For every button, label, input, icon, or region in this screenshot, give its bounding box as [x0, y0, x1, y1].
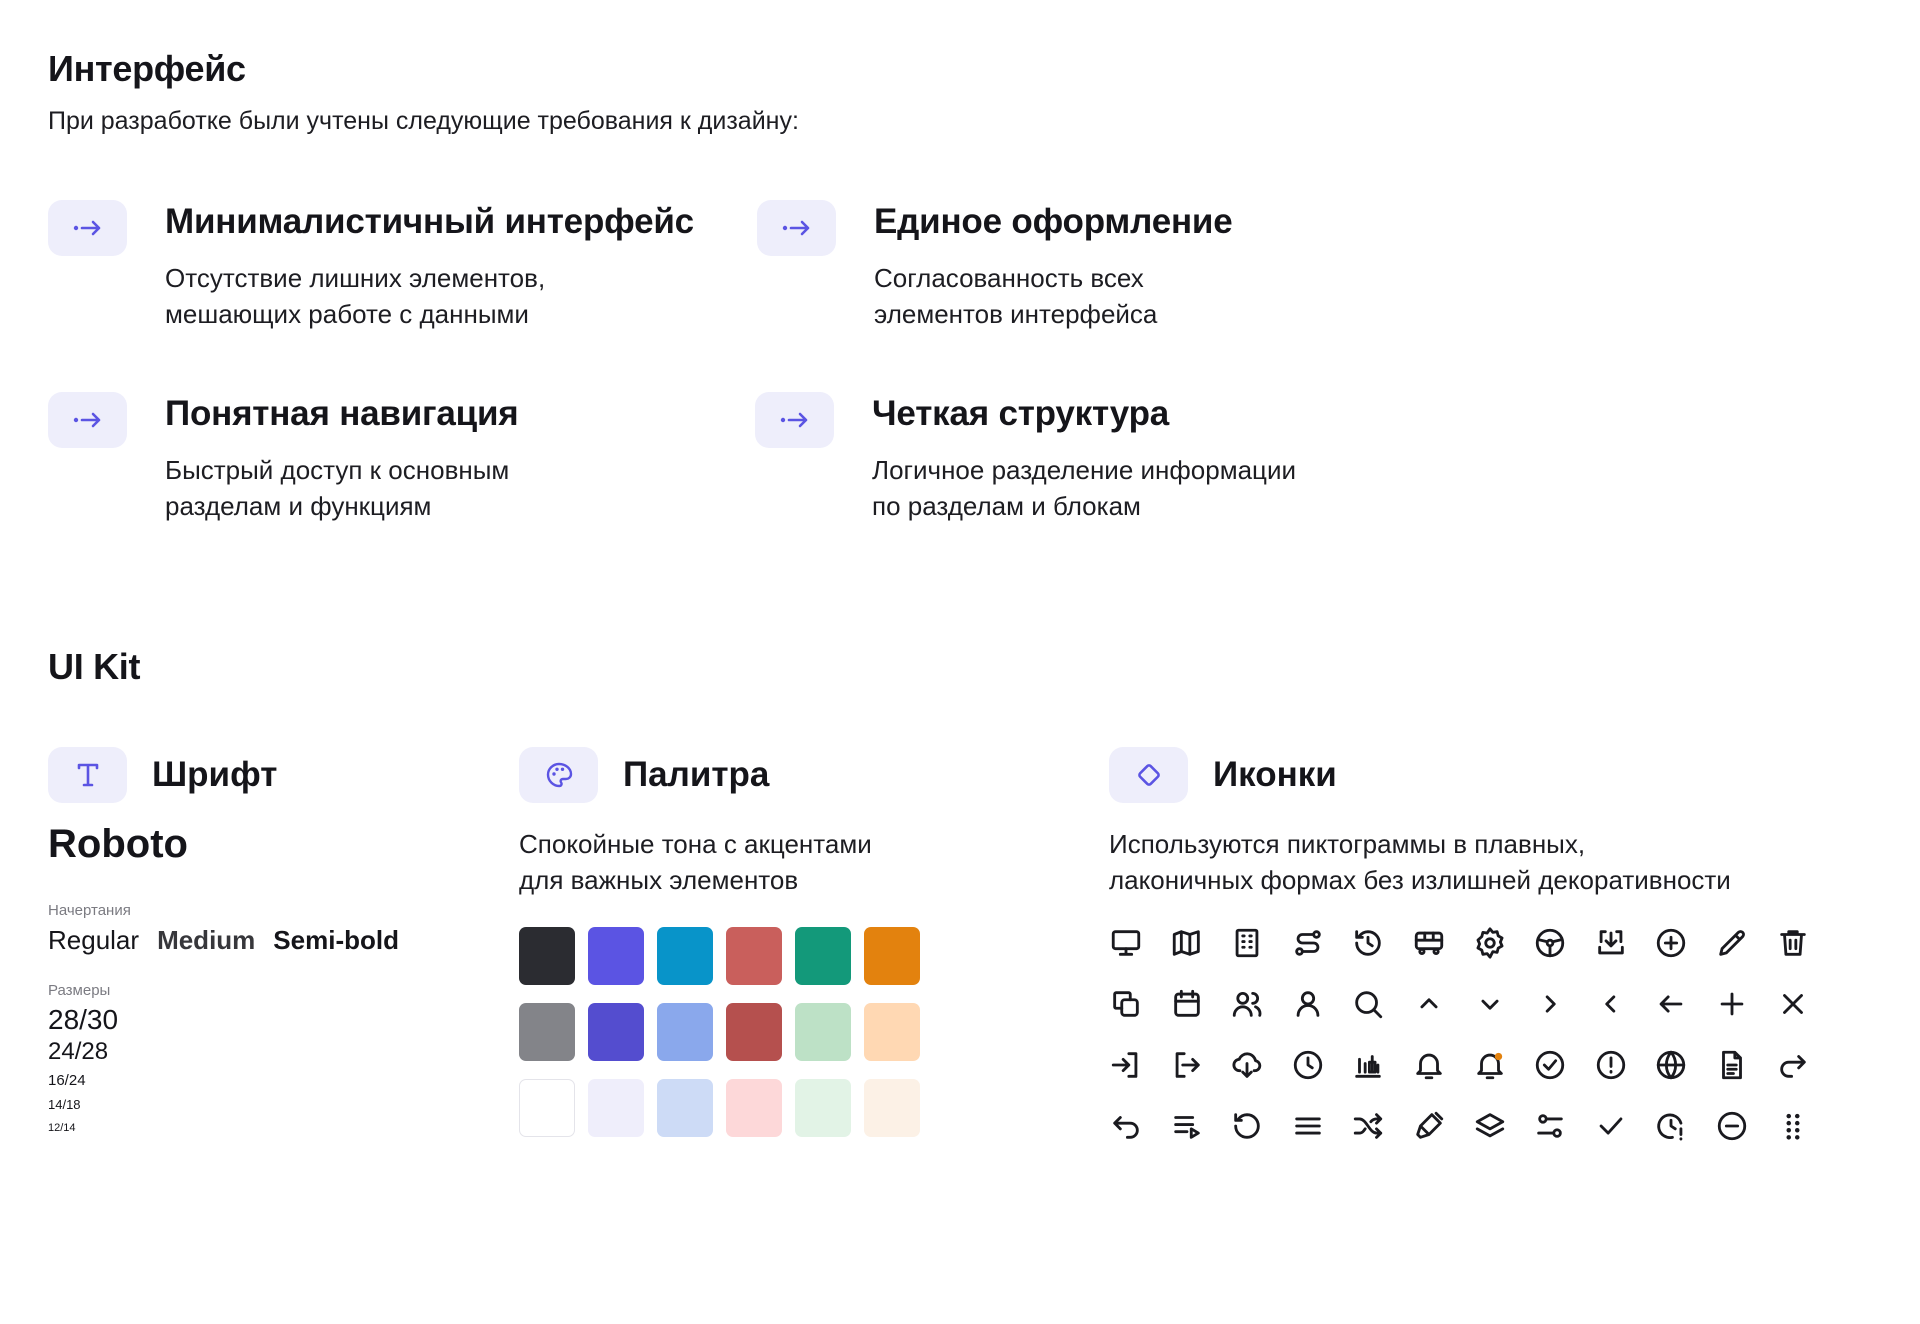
feature-desc: Согласованность всех элементов интерфейса [874, 263, 1158, 329]
document-icon [1715, 1048, 1749, 1082]
cloud-download-icon [1230, 1048, 1264, 1082]
queue-icon [1170, 1109, 1204, 1143]
interface-intro: При разработке были учтены следующие требования к дизайну: [48, 107, 799, 135]
size-28: 28/30 [48, 1004, 119, 1035]
palette-icon [545, 761, 573, 789]
feature-arrow-tile [48, 200, 127, 256]
filter-icon [1533, 1109, 1567, 1143]
color-swatch [864, 1079, 920, 1137]
color-swatch [795, 927, 851, 985]
palette-swatches [519, 927, 929, 1139]
logout-icon [1170, 1048, 1204, 1082]
feature-title: Единое оформление [874, 202, 1233, 241]
clock-icon [1291, 1048, 1325, 1082]
weights-label: Начертания [48, 902, 131, 919]
arrow-left-icon [1654, 987, 1688, 1021]
color-swatch [795, 1079, 851, 1137]
bell-icon [1412, 1048, 1446, 1082]
route-icon [1291, 926, 1325, 960]
uikit-title: UI Kit [48, 646, 141, 687]
size-24: 24/28 [48, 1038, 109, 1065]
refresh-icon [1230, 1109, 1264, 1143]
color-swatch [864, 1003, 920, 1061]
chevron-down-icon [1473, 987, 1507, 1021]
menu-icon [1291, 1109, 1325, 1143]
brush-icon [1412, 1109, 1446, 1143]
color-swatch [726, 1003, 782, 1061]
layers-icon [1473, 1109, 1507, 1143]
dotted-arrow-right-icon [782, 220, 812, 236]
feature-desc: Быстрый доступ к основным разделам и функциям [165, 455, 510, 521]
palette-desc: Спокойные тона с акцентами для важных элементов [519, 829, 872, 895]
globe-icon [1654, 1048, 1688, 1082]
history-icon [1351, 926, 1385, 960]
font-weights [48, 925, 399, 956]
color-swatch [657, 1079, 713, 1137]
color-swatch [657, 1003, 713, 1061]
feature-title: Минималистичный интерфейс [165, 202, 694, 241]
bell-notification-icon [1473, 1048, 1507, 1082]
weight-medium: Medium [157, 925, 256, 955]
weight-semibold: Semi-bold [273, 925, 399, 955]
icons-tile [1109, 747, 1188, 803]
color-swatch [519, 927, 575, 985]
color-swatch [726, 927, 782, 985]
font-tile [48, 747, 127, 803]
building-icon [1230, 926, 1264, 960]
icons-desc: Используются пиктограммы в плавных, лаконичных формах без излишней декоративности [1109, 829, 1731, 895]
icons-heading: Иконки [1213, 755, 1337, 794]
dotted-arrow-right-icon [780, 412, 810, 428]
sizes-label: Размеры [48, 982, 111, 999]
copy-icon [1109, 987, 1143, 1021]
color-swatch [519, 1079, 575, 1137]
drag-handle-icon [1776, 1109, 1810, 1143]
download-icon [1594, 926, 1628, 960]
chevron-up-icon [1412, 987, 1446, 1021]
feature-arrow-tile [48, 392, 127, 448]
gear-icon [1473, 926, 1507, 960]
color-swatch [657, 927, 713, 985]
color-swatch [588, 1003, 644, 1061]
color-swatch [726, 1079, 782, 1137]
color-swatch [795, 1003, 851, 1061]
weight-regular: Regular [48, 925, 140, 955]
chevron-right-icon [1533, 987, 1567, 1021]
dotted-arrow-right-icon [73, 412, 103, 428]
font-name: Roboto [48, 822, 188, 866]
diamond-icon [1135, 761, 1163, 789]
search-icon [1351, 987, 1385, 1021]
chevron-left-icon [1594, 987, 1628, 1021]
alert-circle-icon [1594, 1048, 1628, 1082]
feature-desc: Отсутствие лишних элементов, мешающих работе с данными [165, 263, 546, 329]
plus-icon [1715, 987, 1749, 1021]
minus-circle-icon [1715, 1109, 1749, 1143]
font-heading: Шрифт [152, 755, 278, 794]
color-swatch [519, 1003, 575, 1061]
clock-alert-icon [1654, 1109, 1688, 1143]
feature-title: Понятная навигация [165, 394, 519, 433]
size-14: 14/18 [48, 1097, 81, 1112]
plus-circle-icon [1654, 926, 1688, 960]
steering-wheel-icon [1533, 926, 1567, 960]
check-icon [1594, 1109, 1628, 1143]
text-t-icon [75, 762, 101, 788]
dotted-arrow-right-icon [73, 220, 103, 236]
bar-chart-icon [1351, 1048, 1385, 1082]
size-16: 16/24 [48, 1072, 86, 1089]
undo-icon [1109, 1109, 1143, 1143]
feature-arrow-tile [757, 200, 836, 256]
login-icon [1109, 1048, 1143, 1082]
feature-title: Четкая структура [872, 394, 1170, 433]
monitor-icon [1109, 926, 1143, 960]
trash-icon [1776, 926, 1810, 960]
color-swatch [864, 927, 920, 985]
users-icon [1230, 987, 1264, 1021]
color-swatch [588, 1079, 644, 1137]
interface-title: Интерфейс [48, 48, 246, 89]
pencil-icon [1715, 926, 1749, 960]
redo-icon [1776, 1048, 1810, 1082]
font-sizes [48, 1004, 118, 1139]
icon-grid [1109, 926, 1809, 1156]
calendar-icon [1170, 987, 1204, 1021]
palette-heading: Палитра [623, 755, 770, 794]
user-icon [1291, 987, 1325, 1021]
palette-tile [519, 747, 598, 803]
bus-icon [1412, 926, 1446, 960]
feature-arrow-tile [755, 392, 834, 448]
feature-desc: Логичное разделение информации по разделам и блокам [872, 455, 1296, 521]
check-circle-icon [1533, 1048, 1567, 1082]
close-icon [1776, 987, 1810, 1021]
color-swatch [588, 927, 644, 985]
size-12: 12/14 [48, 1122, 76, 1134]
shuffle-icon [1351, 1109, 1385, 1143]
map-icon [1170, 926, 1204, 960]
